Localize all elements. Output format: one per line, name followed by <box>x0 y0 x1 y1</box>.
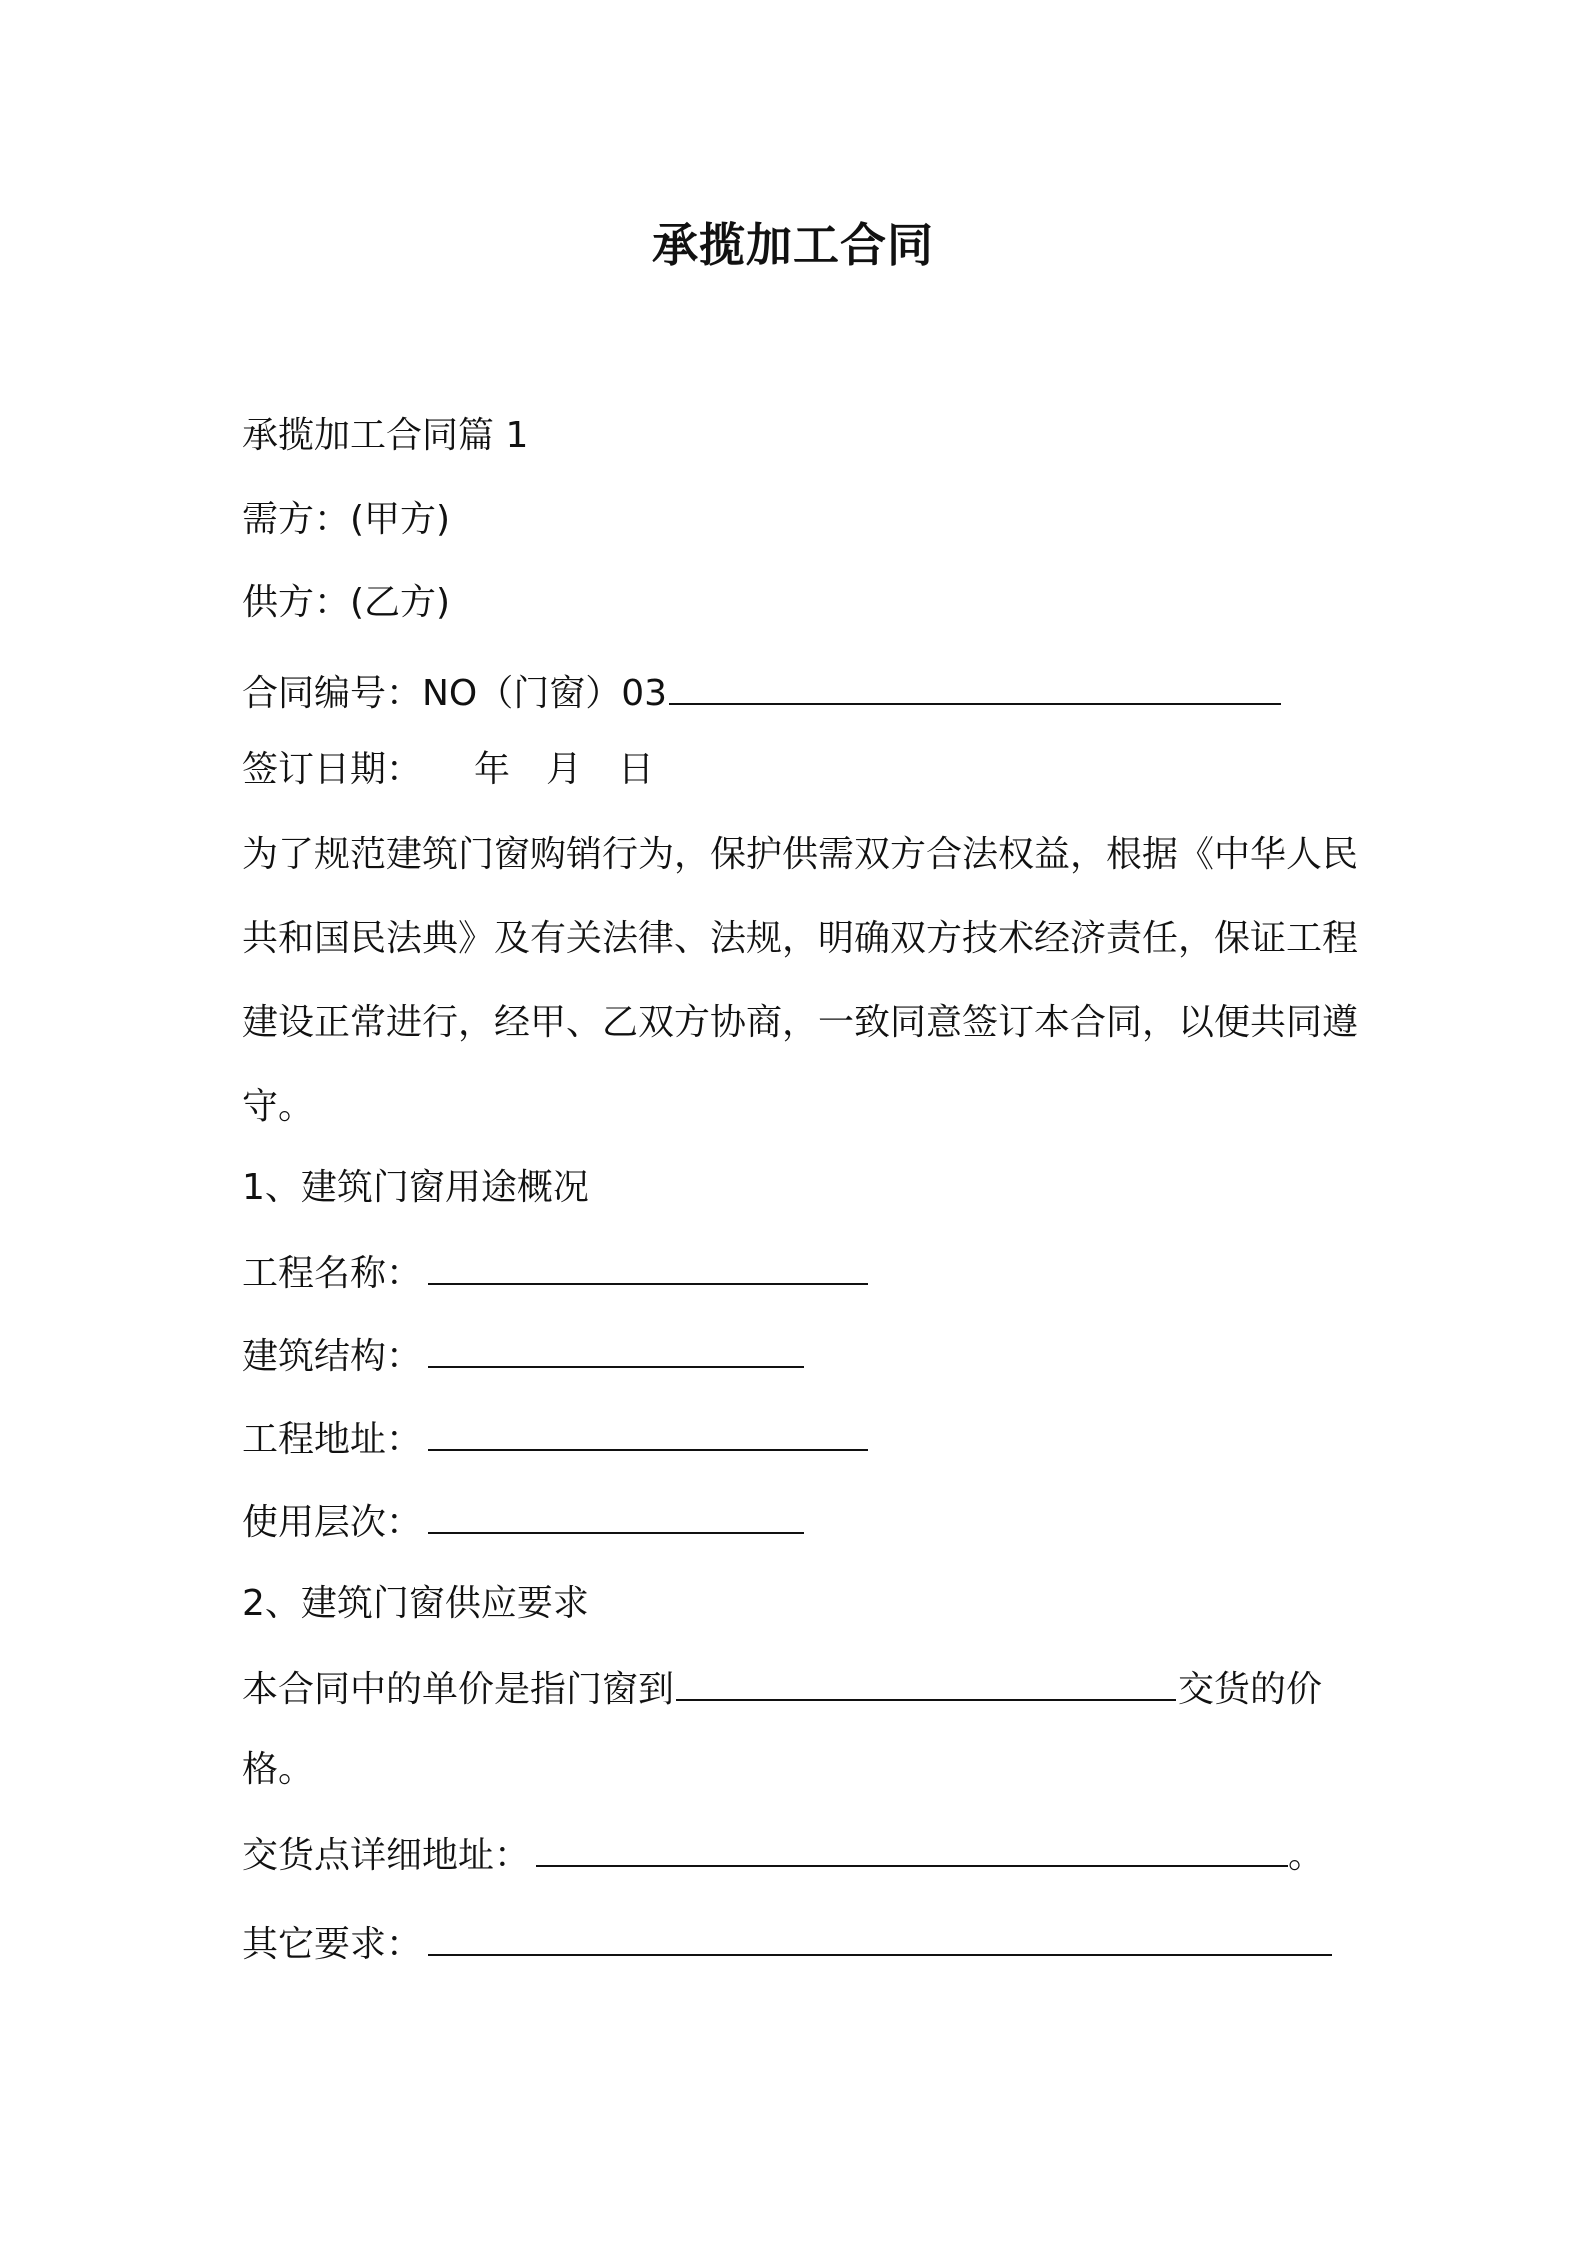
usage-level-label: 使用层次： <box>242 1502 423 1543</box>
project-name-line <box>242 1247 868 1298</box>
other-requirements-line <box>242 1918 1332 1969</box>
party-a-line: 需方：(甲方) <box>242 499 451 540</box>
contract-number-label: 合同编号：NO（门窗）03 <box>242 673 668 714</box>
sign-date-day: 日 <box>618 749 655 790</box>
project-address-blank <box>428 1413 868 1451</box>
section-heading: 承揽加工合同篇 1 <box>242 415 529 456</box>
delivery-address-label: 交货点详细地址： <box>242 1835 531 1876</box>
document-title: 承揽加工合同 <box>652 218 934 272</box>
delivery-address-blank <box>536 1829 1288 1867</box>
sign-date-year: 年 <box>474 749 511 790</box>
usage-level-blank <box>428 1496 804 1534</box>
delivery-address-line <box>242 1829 1324 1880</box>
sign-date-line <box>242 746 654 794</box>
project-address-line <box>242 1413 868 1464</box>
other-requirements-blank <box>428 1918 1332 1956</box>
clause-1-heading: 1、建筑门窗用途概况 <box>242 1167 589 1208</box>
sign-date-month: 月 <box>546 749 583 790</box>
sign-date-label: 签订日期： <box>242 749 423 790</box>
unit-price-text-start: 本合同中的单价是指门窗到 <box>242 1669 675 1710</box>
delivery-address-period: 。 <box>1288 1835 1325 1876</box>
building-structure-blank <box>428 1330 804 1368</box>
other-requirements-label: 其它要求： <box>242 1924 423 1965</box>
project-name-blank <box>428 1247 868 1285</box>
project-name-label: 工程名称： <box>242 1253 423 1294</box>
party-b-line: 供方：(乙方) <box>242 582 451 623</box>
unit-price-line <box>242 1663 1322 1714</box>
delivery-location-blank <box>676 1663 1176 1701</box>
clause-2-heading: 2、建筑门窗供应要求 <box>242 1583 589 1624</box>
contract-number-blank <box>669 667 1281 705</box>
unit-price-continuation: 格。 <box>242 1749 315 1790</box>
contract-number-line <box>242 667 1281 718</box>
unit-price-text-end: 交货的价 <box>1178 1669 1323 1710</box>
building-structure-line <box>242 1330 804 1381</box>
usage-level-line <box>242 1496 804 1547</box>
building-structure-label: 建筑结构： <box>242 1336 423 1377</box>
project-address-label: 工程地址： <box>242 1419 423 1460</box>
preamble-paragraph: 为了规范建筑门窗购销行为，保护供需双方合法权益，根据《中华人民共和国民法典》及有关法律、法规，明确双方技术经济责任，保证工程建设正常进行，经甲、乙双方协商，一致同意签订本合同，以便共同遵守。 <box>242 834 1359 1127</box>
